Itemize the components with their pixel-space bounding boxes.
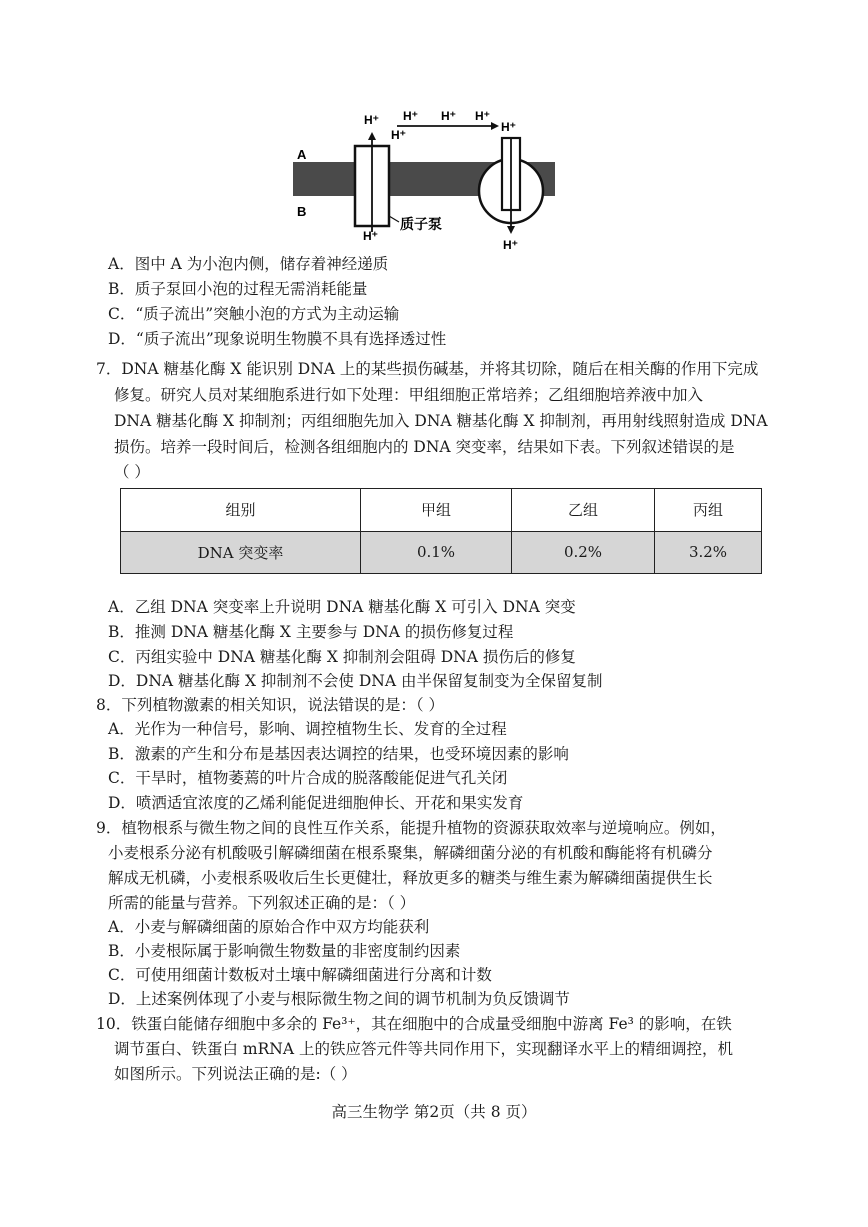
proton-pump-diagram [285,104,555,254]
page-footer: 高三生物学 第2页（共 8 页） [331,1103,537,1121]
q7-option-b: B．推测 DNA 糖基化酶 X 主要参与 DNA 的损伤修复过程 [108,623,514,641]
ion-label-vesicle-top: H⁺ [501,120,516,134]
membrane-label-a: A [297,147,307,162]
q9-option-b: B．小麦根际属于影响微生物数量的非密度制约因素 [108,942,461,960]
table-header-cell: 组别 [121,489,361,532]
ion-label-top-left: H⁺ [364,113,379,127]
q7-option-d: D．DNA 糖基化酶 X 抑制剂不会使 DNA 由半保留复制变为全保留复制 [108,672,603,690]
q9-stem-line-4: 所需的能量与营养。下列叙述正确的是：（ ） [108,894,416,912]
q6-option-d: D．“质子流出”现象说明生物膜不具有选择透过性 [108,330,447,348]
q8-option-d: D．喷洒适宜浓度的乙烯利能促进细胞伸长、开花和果实发育 [108,794,524,812]
ion-label-arrow-2: H⁺ [441,109,456,123]
ion-label-pump-bottom: H⁺ [363,229,378,243]
table-row [121,531,762,574]
q7-stem-line-2: 修复。研究人员对某细胞系进行如下处理：甲组细胞正常培养；乙组细胞培养液中加入 [114,386,704,404]
q6-option-c: C．“质子流出”突触小泡的方式为主动运输 [108,305,400,323]
q8-option-b: B．激素的产生和分布是基因表达调控的结果，也受环境因素的影响 [108,745,569,763]
membrane-label-b: B [297,204,307,219]
q9-option-d: D．上述案例体现了小麦与根际微生物之间的调节机制为负反馈调节 [108,990,570,1008]
q8-option-a: A．光作为一种信号，影响、调控植物生长、发育的全过程 [108,720,507,738]
ion-label-arrow-1: H⁺ [403,109,418,123]
mutation-rate-table [120,488,762,574]
q9-stem-line-2: 小麦根系分泌有机酸吸引解磷细菌在根系聚集，解磷细菌分泌的有机酸和酶能将有机磷分 [108,844,713,862]
table-header-cell: 甲组 [361,489,512,532]
q9-stem-line-3: 解成无机磷，小麦根系吸收后生长更健壮，释放更多的糖类与维生素为解磷细菌提供生长 [108,869,713,887]
table-header-cell: 丙组 [655,489,762,532]
proton-pump-label: 质子泵 [400,217,442,233]
q6-option-b: B．质子泵回小泡的过程无需消耗能量 [108,280,368,298]
table-cell: DNA 突变率 [121,531,361,574]
q9-option-c: C．可使用细菌计数板对土壤中解磷细菌进行分离和计数 [108,966,492,984]
q7-stem-line-3: DNA 糖基化酶 X 抑制剂；丙组细胞先加入 DNA 糖基化酶 X 抑制剂，再用射线照射造成 DNA [114,412,768,430]
ion-label-vesicle-bottom: H⁺ [503,238,518,252]
ion-label-arrow-3: H⁺ [475,109,490,123]
q6-option-a: A．图中 A 为小泡内侧，储存着神经递质 [108,255,389,273]
q7-option-a: A．乙组 DNA 突变率上升说明 DNA 糖基化酶 X 可引入 DNA 突变 [108,598,576,616]
q8-stem: 8．下列植物激素的相关知识，说法错误的是：（ ） [96,696,445,714]
q7-option-c: C．丙组实验中 DNA 糖基化酶 X 抑制剂会阻碍 DNA 损伤后的修复 [108,648,576,666]
q7-stem-line-1: 7．DNA 糖基化酶 X 能识别 DNA 上的某些损伤碱基，并将其切除，随后在相关酶的作用下完成 [96,360,759,378]
table-cell: 3.2% [655,531,762,574]
q10-stem-line-3: 如图所示。下列说法正确的是:（ ） [114,1065,357,1083]
table-header-cell: 乙组 [512,489,655,532]
table-cell: 0.2% [512,531,655,574]
table-cell: 0.1% [361,531,512,574]
q7-stem-line-5: （ ） [114,463,150,481]
q10-stem-line-1: 10．铁蛋白能储存细胞中多余的 Fe³⁺，其在细胞中的合成量受细胞中游离 Fe³ 的影响，在铁 [96,1015,732,1033]
q9-stem-line-1: 9．植物根系与微生物之间的良性互作关系，能提升植物的资源获取效率与逆境响应。例如， [96,819,726,837]
q8-option-c: C．干旱时，植物萎蔫的叶片合成的脱落酸能促进气孔关闭 [108,769,508,787]
q9-option-a: A．小麦与解磷细菌的原始合作中双方均能获利 [108,918,430,936]
q10-stem-line-2: 调节蛋白、铁蛋白 mRNA 上的铁应答元件等共同作用下，实现翻译水平上的精细调控，机 [114,1040,733,1058]
table-header-row [121,489,762,532]
q7-stem-line-4: 损伤。培养一段时间后，检测各组细胞内的 DNA 突变率，结果如下表。下列叙述错误的是 [114,438,735,456]
ion-label-pump-entry: H⁺ [391,128,406,142]
